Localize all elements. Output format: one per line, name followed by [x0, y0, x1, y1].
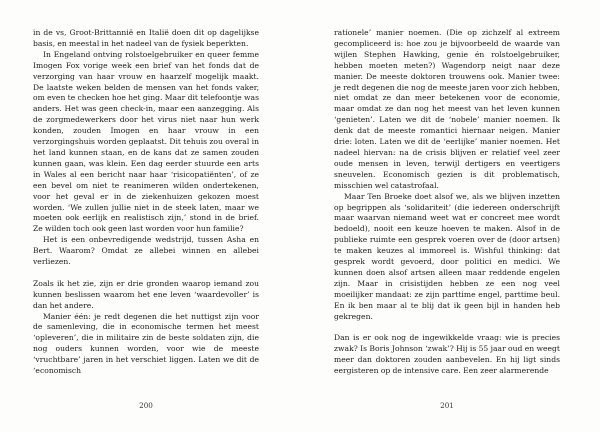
- left-page: [33, 28, 259, 377]
- page-number-left: 200: [139, 401, 153, 410]
- page-number-right: 201: [440, 401, 454, 410]
- paragraph: Zoals ik het zie, zijn er drie gronden waarop iemand zou kunnen beslissen waarom het ene leven ‘waardevoller’ is dan het andere.: [33, 278, 259, 310]
- paragraph: Maar Ten Broeke doet alsof we, als we blijven inzetten op begrippen als ‘solidariteit’ (die iedereen onderschrijft maar waarvan niemand weet wat er concreet mee wordt bedoeld), nooit een keuze hoeven te maken. Alsof in de publieke ruimte een gesprek voeren over de (door artsen) te maken keuzes al immoreel is. Wishful thinking: dat gesprek wordt gevoerd, door politici en medici. We kunnen doen alsof artsen alleen maar reddende engelen zijn. Maar in crisistijden hebben ze een nog veel moeilijker mandaat: ze zijn parttime engel, parttime beul. En ik ben maar al te blij dat ik geen bijl in handen heb gekregen.: [334, 191, 560, 321]
- paragraph: Het is een onbevredigende wedstrijd, tussen Asha en Bert. Waarom? Omdat ze allebei winnen en allebei verliezen.: [33, 235, 259, 267]
- paragraph: rationele’ manier noemen. (Die op zichzelf al extreem gecompliceerd is: hoe zou je bijvoorbeeld de waarde van wijlen Stephen Hawking, genie én rolstoelgebruiker, hebben moeten meten?) Wagendorp neigt naar deze manier. De meeste doktoren trouwens ook. Manier twee: je redt degenen die nog de meeste jaren voor zich hebben, niet omdat ze dan meer betekenen voor de economie, maar omdat ze dan nog het meest van het leven kunnen ‘genieten’. Laten we dit de ‘nobele’ manier noemen. Ik denk dat de meeste romantici hiernaar neigen. Manier drie: loten. Laten we dit de ‘eerlijke’ manier noemen. Het nadeel hiervan: na de crisis blijven er relatief veel zeer oude mensen in leven, terwijl dertigers en veertigers sneuvelen. Economisch gezien is dit problematisch, misschien wel catastrofaal.: [334, 28, 560, 190]
- paragraph: Manier één: je redt degenen die het nuttigst zijn voor de samenleving, die in economische termen het meest ‘opleveren’, die in militaire zin de beste soldaten zijn, die nog ouders kunnen worden, voor wie de meeste ‘vruchtbare’ jaren in het verschiet liggen. Laten we dit de ‘economisch: [33, 311, 259, 376]
- paragraph: Dan is er ook nog de ingewikkelde vraag: wie is precies zwak? Is Boris Johnson ‘zwak’? Hij is 55 jaar oud en weegt meer dan doktoren zouden aanbevelen. En hij ligt sinds eergisteren op de intensive care. Een zeer alarmerende: [334, 333, 560, 376]
- right-page: [334, 28, 560, 377]
- paragraph: in de vs, Groot-Brittannië en Italië doen dit op dagelijkse basis, en meestal in het nadeel van de fysiek beperkten.: [33, 28, 259, 48]
- paragraph: In Engeland ontving rolstoelgebruiker en queer femme Imogen Fox vorige week een brief van het fonds dat de verzorging van haar vrouw en haarzelf mogelijk maakt. De laatste weken belden de mensen van het fonds vaker, om even te checken hoe het ging. Maar dit telefoontje was anders. Het was geen check-in, maar een aanzegging. Als de zorgmedewerkers door het virus niet naar hun werk konden, zouden Imogen en haar vrouw in een verzorgingshuis worden geplaatst. Dit tehuis zou overal in het land kunnen staan, en de kans dat ze samen zouden kunnen gaan, was klein. Een dag eerder stuurde een arts in Wales al een bericht naar haar ‘risicopatiënten’, of ze een bevel om niet te reanimeren wilden ondertekenen, voor het geval er in de ziekenhuizen gekozen moest worden. ‘We zullen jullie niet in de steek laten, maar we moeten ook eerlijk en realistisch zijn,’ stond in de brief. Ze wilden toch ook geen last worden voor hun familie?: [33, 49, 259, 234]
